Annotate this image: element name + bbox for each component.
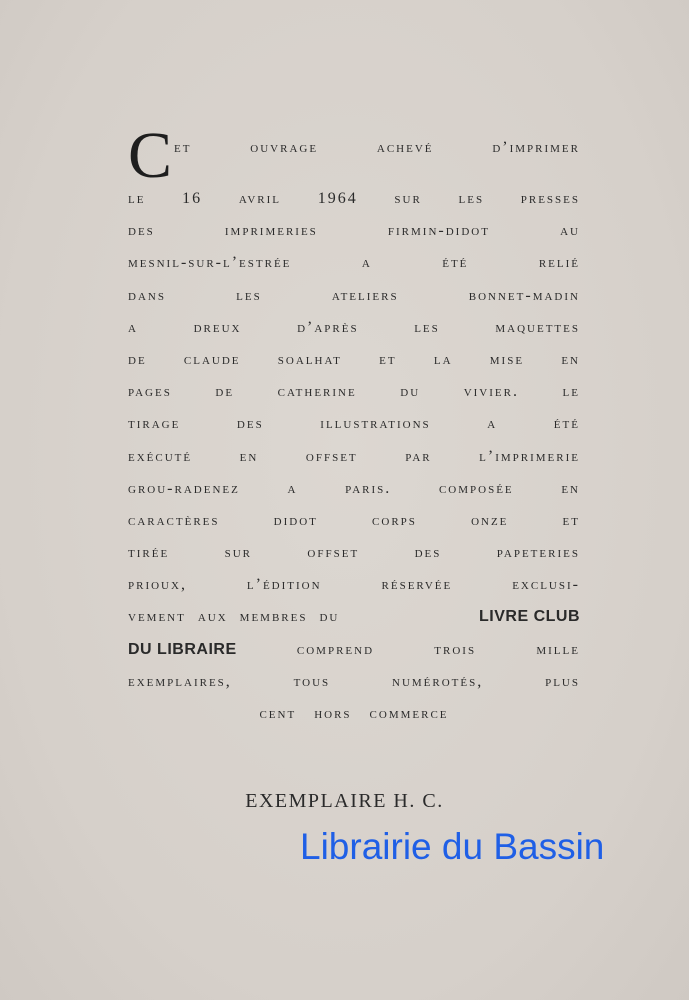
word: par [405,447,432,465]
colophon-line-17 [128,666,580,698]
word: les [236,286,262,304]
colophon-line-5 [128,280,580,312]
word: les [458,190,485,207]
word: a [128,318,138,336]
colophon-line-2 [128,183,580,215]
word: grou-radenez [128,479,240,497]
word: avril [238,190,282,207]
livre-club-name-continued: DU LIBRAIRE [128,640,237,658]
colophon-line-12 [128,505,580,537]
word: exemplaires, [128,672,232,690]
word: numérotés, [392,672,484,690]
word: commerce [369,705,449,722]
colophon-line-3 [128,215,580,247]
word: en [561,479,580,497]
colophon-line-9 [128,408,580,440]
colophon-text-segment: vement aux membres du [128,608,340,626]
colophon-line-18 [128,698,580,730]
word: prioux, [128,576,187,594]
word: l’édition [246,576,322,594]
word: paris. [345,479,392,497]
word: l’imprimerie [479,447,580,465]
word: au [560,222,580,240]
word: soalhat [277,350,342,368]
word: corps [372,511,417,529]
word: en [239,447,259,465]
colophon-line-1-words [174,119,580,183]
word: d’imprimer [492,139,580,156]
word: des [414,544,442,562]
word: mesnil-sur-l’estrée [128,254,292,272]
word: du [400,383,421,401]
word: relié [538,254,580,272]
word: été [553,415,580,433]
word: et [379,350,397,368]
colophon-line-15 [128,601,580,633]
word: onze [471,511,509,529]
word: en [561,350,580,368]
word: claude [183,350,241,368]
word: des [128,222,155,240]
colophon-text [128,119,580,730]
word: ouvrage [250,139,319,156]
colophon-line-8 [128,376,580,408]
word: didot [273,511,318,529]
word: mille [536,640,580,658]
word: tirage [128,415,181,433]
word: offset [307,544,360,562]
word: papeteries [496,544,580,562]
livre-club-name: LIVRE CLUB [479,608,580,626]
word: illustrations [320,415,431,433]
word: dans [128,286,166,304]
word: tous [293,672,331,690]
word: offset [305,447,358,465]
bookseller-watermark: Librairie du Bassin [300,826,605,867]
word: firmin-didot [387,222,490,240]
word: le [128,190,146,207]
word: comprend [296,640,375,658]
word: ateliers [331,286,399,304]
dropcap: C [128,119,173,192]
colophon-line-16 [128,634,580,666]
word: exclusi- [512,576,580,594]
word: imprimeries [224,222,318,240]
colophon-line-11 [128,473,580,505]
word: achevé [376,139,434,156]
word: a [361,254,372,272]
word: et [174,139,192,156]
word: hors [314,705,352,722]
colophon-line-14 [128,569,580,601]
word: plus [545,672,580,690]
colophon-line-1 [128,119,580,192]
word: mise [489,350,525,368]
word: a [487,415,498,433]
word: des [236,415,264,433]
colophon-line-6 [128,312,580,344]
word: composée [438,479,514,497]
word: tirée [128,544,170,562]
word: bonnet-madin [468,286,580,304]
word: caractères [128,511,220,529]
word: de [215,383,235,401]
word: presses [520,190,580,207]
word: 16 [182,190,203,207]
word: maquettes [495,318,580,336]
colophon-line-4 [128,247,580,279]
word: catherine [277,383,357,401]
word: sur [224,544,252,562]
colophon-line-13 [128,537,580,569]
word: a [287,479,298,497]
colophon-line-7 [128,344,580,376]
word: sur [394,190,422,207]
word: dreux [193,318,242,336]
word: vivier. [463,383,519,401]
word: d’après [297,318,359,336]
word: cent [259,705,297,722]
word: exécuté [128,447,193,465]
word: été [442,254,469,272]
word: réservée [381,576,453,594]
word: et [562,511,580,529]
word: le [562,383,580,401]
exemplaire-mark: EXEMPLAIRE H. C. [245,790,444,812]
word: pages [128,383,172,401]
colophon-line-10 [128,441,580,473]
word: trois [434,640,477,658]
word: la [433,350,453,368]
word: 1964 [317,190,358,207]
word: les [414,318,440,336]
word: de [128,350,147,368]
